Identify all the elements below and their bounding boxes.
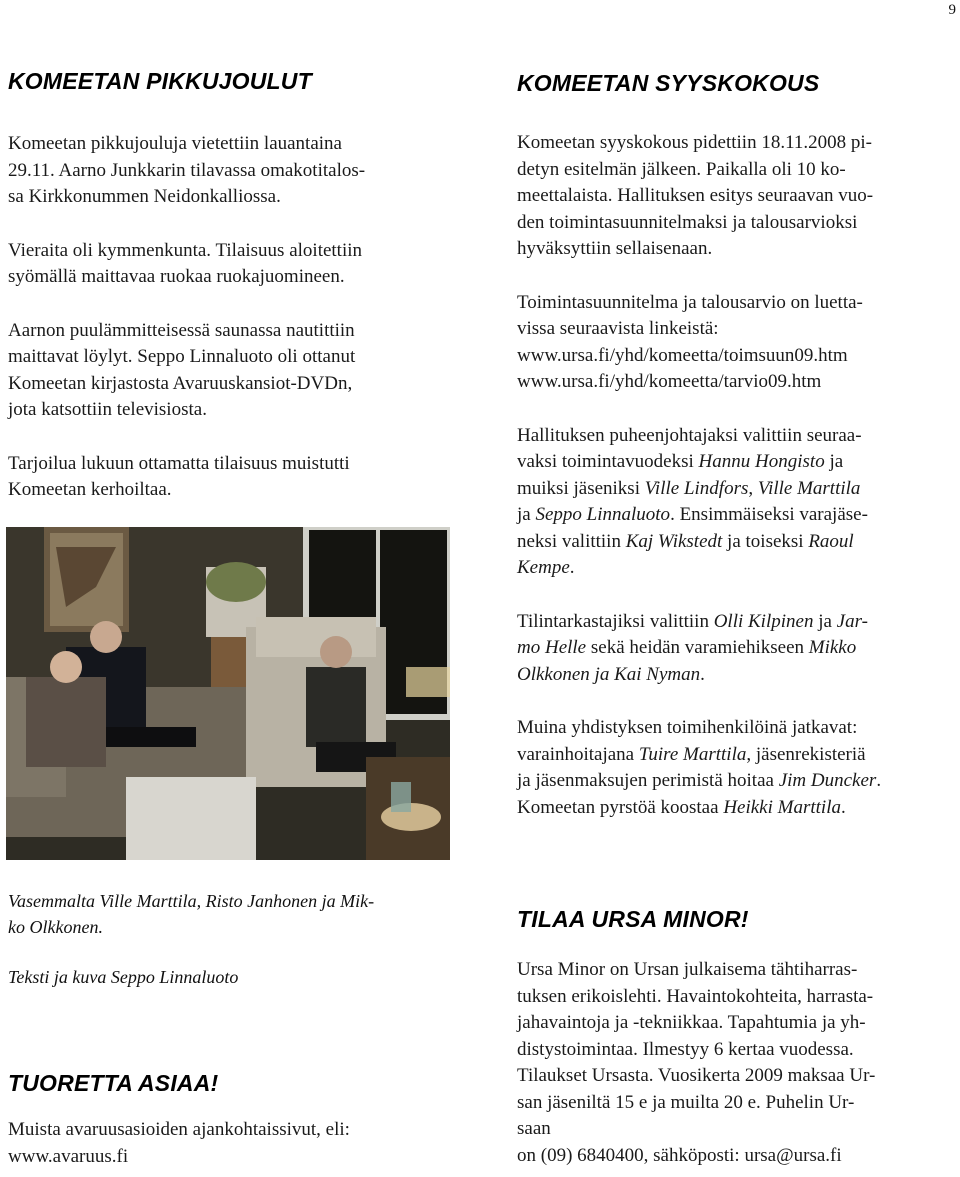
syyskokous-paragraph-3: Hallituksen puheenjohtajaksi valittiin seuraa- vaksi toimintavuodeksi Hannu Hongisto ja muiksi jäseniksi Ville Lindfors, Ville Marttila ja Seppo Linnaluoto. Ensimmäiseksi varajäse- neksi valittiin Kaj Wikstedt ja toiseksi Raoul Kempe.	[517, 424, 868, 578]
right-column-top	[517, 70, 957, 821]
left-column-bottom	[8, 888, 448, 990]
right-column-ursa	[517, 906, 957, 1169]
left-column-tuoretta	[8, 1070, 448, 1170]
heading-ursa-minor: TILAA URSA MINOR!	[517, 906, 749, 932]
syyskokous-paragraph-5: Muina yhdistyksen toimihenkilöinä jatkavat: varainhoitajana Tuire Marttila, jäsenrekisteriä ja jäsenmaksujen perimistä hoitaa Jim Duncker. Komeetan pyrstöä koostaa Heikki Marttila.	[517, 717, 882, 818]
heading-syyskokous: KOMEETAN SYYSKOKOUS	[517, 70, 820, 96]
photo-illustration	[6, 527, 450, 860]
syyskokous-paragraph-4: Tilintarkastajiksi valittiin Olli Kilpinen ja Jar- mo Helle sekä heidän varamiehikseen Mikko Olkkonen ja Kai Nyman.	[517, 610, 868, 685]
party-photo	[6, 527, 450, 860]
photo-credit: Teksti ja kuva Seppo Linnaluoto	[8, 967, 239, 987]
syyskokous-paragraph-2: Toimintasuunnitelma ja talousarvio on luetta- vissa seuraavista linkeistä: www.ursa.fi/yhd/komeetta/toimsuun09.htm www.ursa.fi/yhd/komeetta/tarvio09.htm	[517, 291, 863, 392]
ursa-minor-paragraph: Ursa Minor on Ursan julkaisema tähtiharras- tuksen erikoislehti. Havaintokohteita, harrasta- jahavaintoja ja -tekniikkaa. Tapahtumia ja yh- distystoimintaa. Ilmestyy 6 kertaa vuodessa. Tilaukset Ursasta. Vuosikerta 2009 maksaa Ur- san jäseniltä 15 e ja muilta 20 e. Puhelin Ur- saan on (09) 6840400, sähköposti: ursa@ursa.fi	[517, 959, 876, 1166]
paragraph-1: Komeetan pikkujouluja vietettiin lauantaina 29.11. Aarno Junkkarin tilavassa omakotitalos- sa Kirkkonummen Neidonkalliossa.	[8, 133, 366, 207]
syyskokous-paragraph-1: Komeetan syyskokous pidettiin 18.11.2008 pi- detyn esitelmän jälkeen. Paikalla oli 10 ko- meettalaista. Hallituksen esitys seuraavan vuo- den toimintasuunnitelmaksi ja talousarvioksi hyväksyttiin sellaisenaan.	[517, 132, 874, 259]
heading-tuoretta: TUORETTA ASIAA!	[8, 1070, 219, 1096]
paragraph-3: Aarnon puulämmitteisessä saunassa nautittiin maittavat löylyt. Seppo Linnaluoto oli ottanut Komeetan kirjastosta Avaruuskansiot-DVDn, jota katsottiin televisiosta.	[8, 319, 356, 420]
heading-pikkujoulut: KOMEETAN PIKKUJOULUT	[8, 68, 312, 94]
paragraph-4: Tarjoilua lukuun ottamatta tilaisuus muistutti Komeetan kerhoiltaa.	[8, 452, 350, 500]
page-number: 9	[948, 2, 956, 18]
left-column-top	[8, 68, 448, 504]
paragraph-2: Vieraita oli kymmenkunta. Tilaisuus aloitettiin syömällä maittavaa ruokaa ruokajuomineen.	[8, 239, 363, 287]
photo-caption: Vasemmalta Ville Marttila, Risto Janhonen ja Mik- ko Olkkonen.	[8, 891, 375, 937]
paragraph-avaruus: Muista avaruusasioiden ajankohtaissivut, eli: www.avaruus.fi	[8, 1119, 350, 1167]
